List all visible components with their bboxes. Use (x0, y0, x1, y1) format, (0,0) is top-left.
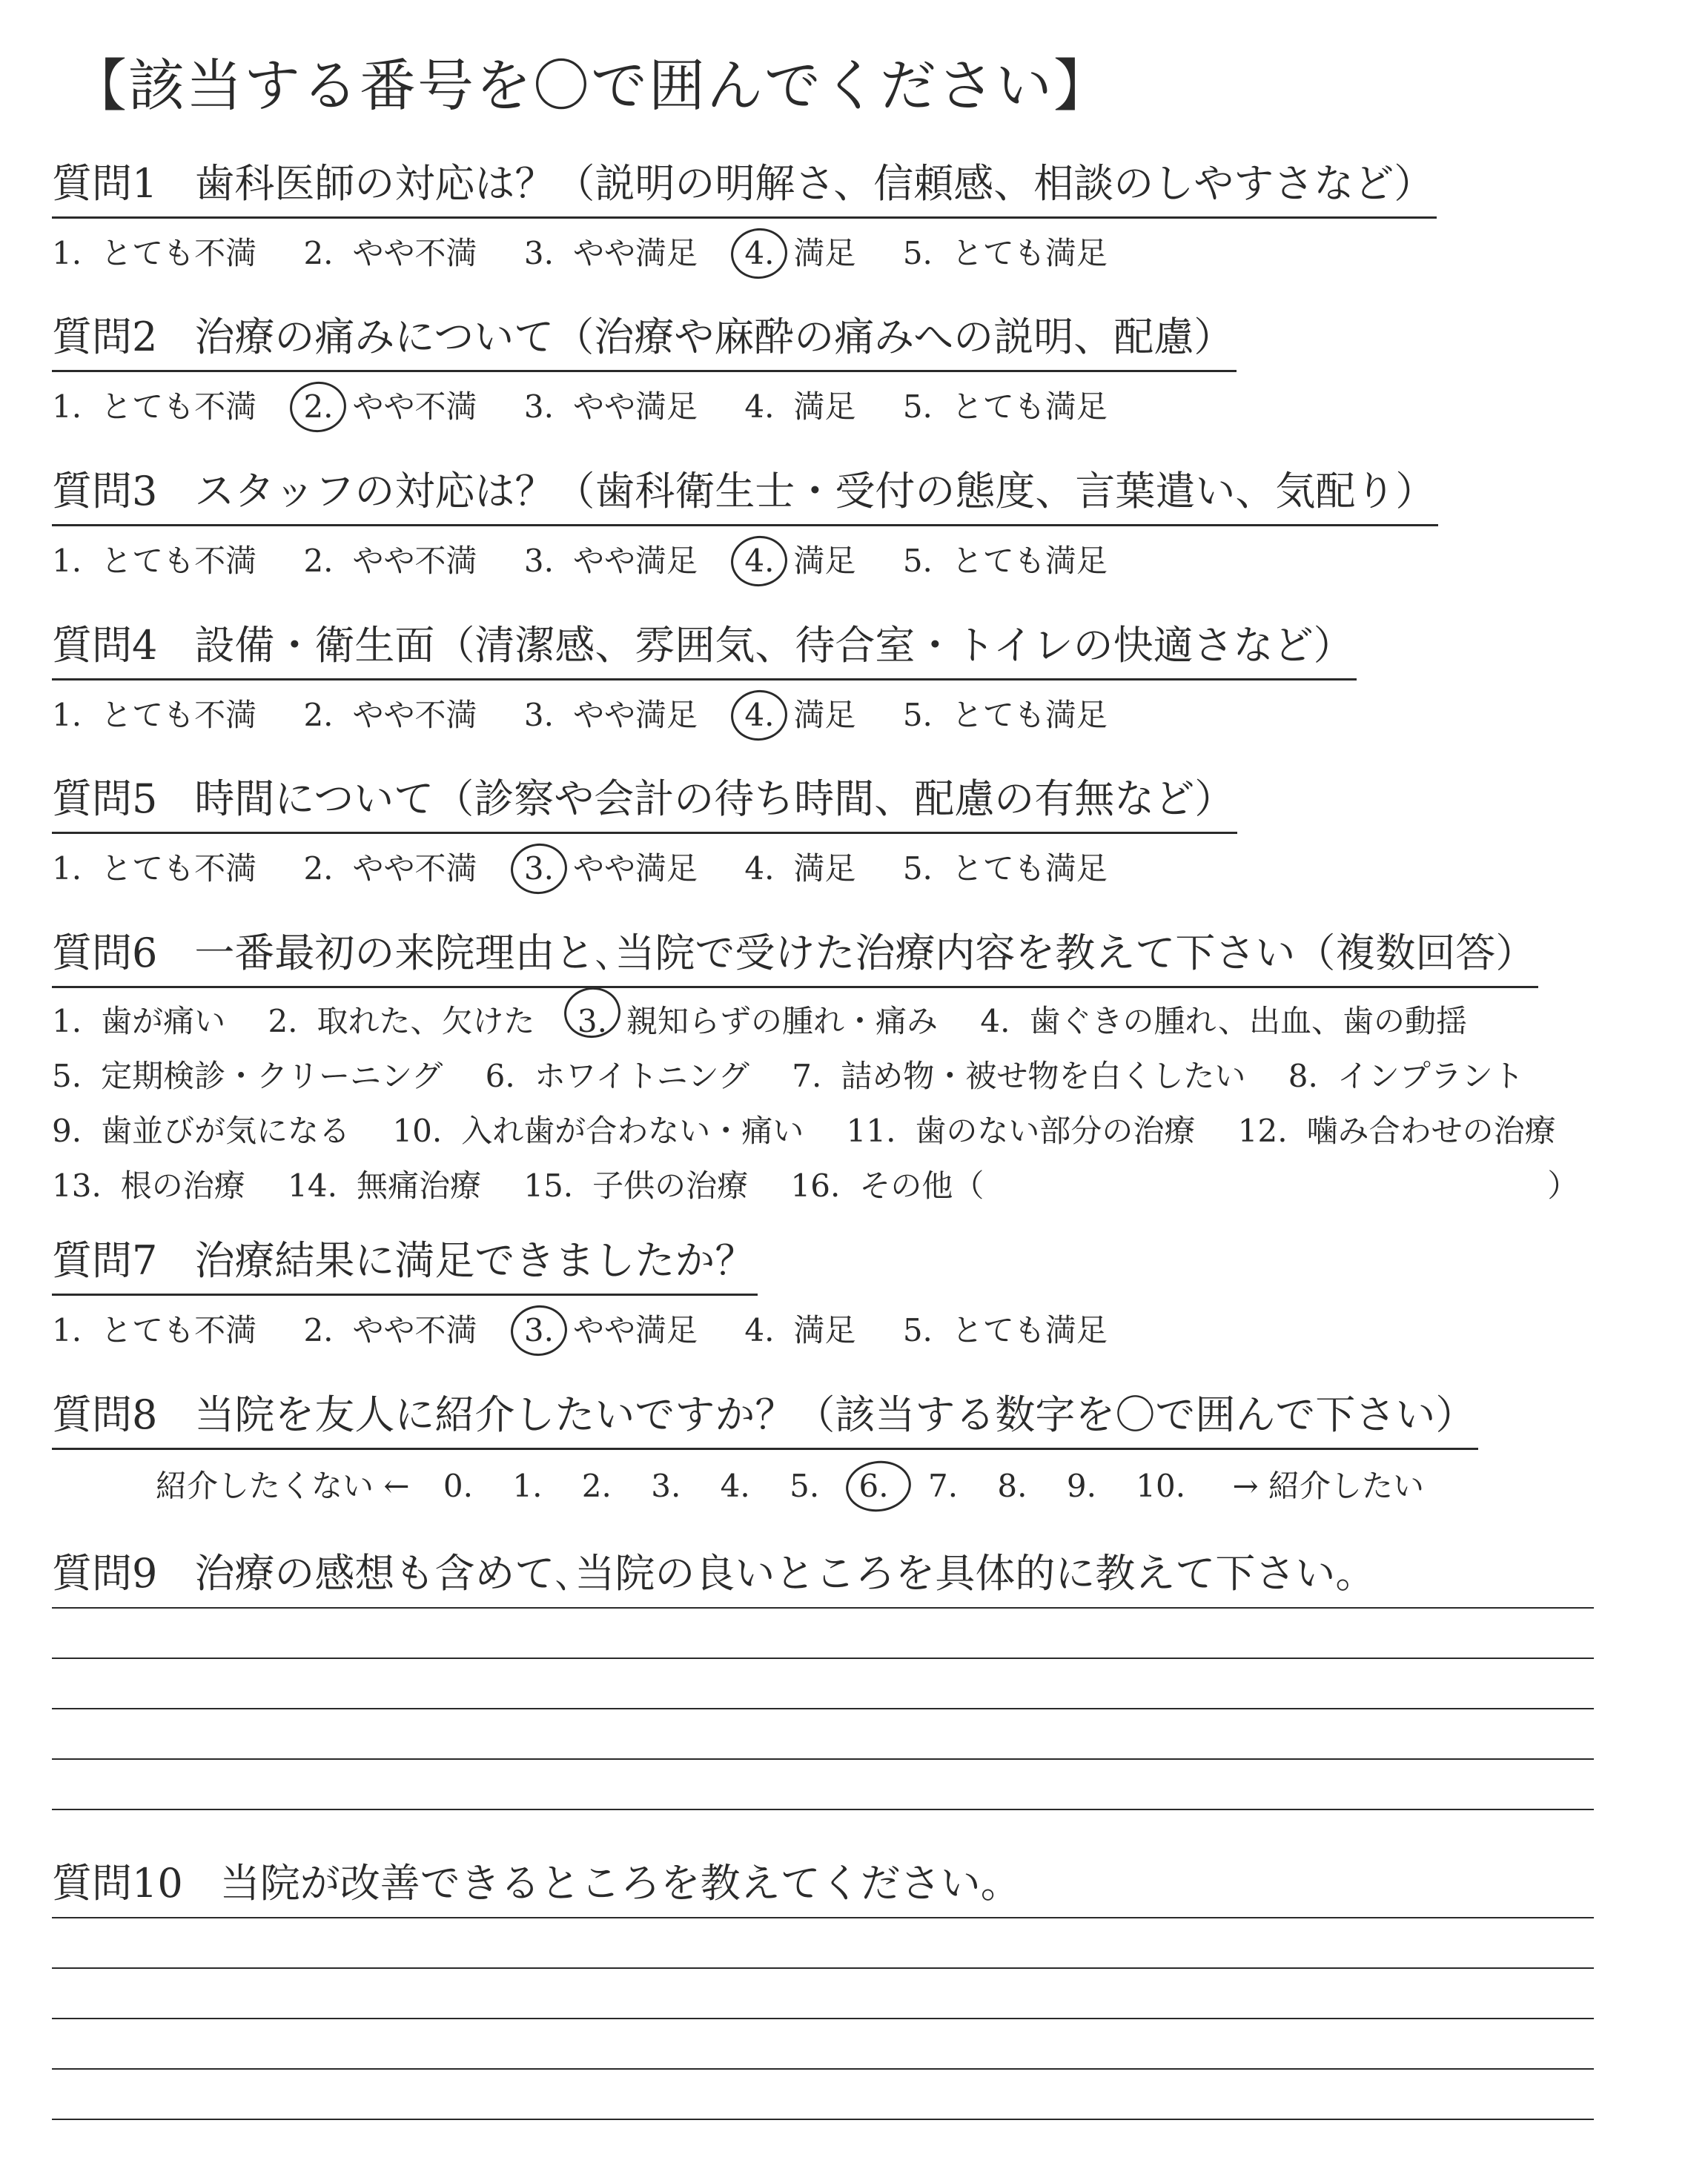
scale-right-label: → 紹介したい (1232, 1468, 1424, 1504)
scale-3[interactable]: 3. (651, 1468, 681, 1504)
question-label: 質問7 (52, 1237, 158, 1284)
option-4-selected[interactable]: 4. 満足 (744, 543, 856, 579)
question-label: 質問2 (52, 314, 158, 360)
answer-line (52, 2119, 1594, 2120)
option-1[interactable]: 1. とても不満 (52, 543, 257, 579)
question-1 (52, 152, 1437, 274)
option-5[interactable]: 5. とても満足 (902, 850, 1108, 887)
treatment-option-12[interactable]: 12. 噛み合わせの治療 (1237, 1113, 1556, 1149)
option-1[interactable]: 1. とても不満 (52, 850, 257, 887)
option-4[interactable]: 4. 満足 (744, 1312, 856, 1348)
question-3 (52, 460, 1438, 581)
option-3-selected[interactable]: 3. やや満足 (523, 850, 698, 887)
answer-line (52, 2018, 1594, 2019)
option-1[interactable]: 1. とても不満 (52, 388, 257, 425)
treatment-option-4[interactable]: 4. 歯ぐきの腫れ、出血、歯の動揺 (980, 1003, 1467, 1039)
treatment-option-10[interactable]: 10. 入れ歯が合わない・痛い (392, 1113, 804, 1149)
answer-line (52, 1607, 1594, 1609)
option-2[interactable]: 2. やや不満 (303, 697, 477, 733)
option-5[interactable]: 5. とても満足 (902, 388, 1108, 425)
option-1[interactable]: 1. とても不満 (52, 1312, 257, 1348)
question-10 (52, 1852, 1021, 1909)
rating-options (52, 229, 1437, 274)
option-2[interactable]: 2. やや不満 (303, 235, 477, 271)
option-4[interactable]: 4. 満足 (744, 388, 856, 425)
scale-left-label: 紹介したくない ← (156, 1468, 410, 1504)
question-label: 質問4 (52, 622, 158, 669)
rating-options (52, 691, 1357, 735)
question-8 (52, 1383, 1478, 1506)
option-1[interactable]: 1. とても不満 (52, 235, 257, 271)
instruction-heading: 【該当する番号を〇で囲んでください】 (70, 53, 1111, 119)
option-5[interactable]: 5. とても満足 (902, 235, 1108, 271)
option-3-selected[interactable]: 3. やや満足 (523, 1312, 698, 1348)
question-text: 当院が改善できるところを教えてください。 (219, 1860, 1021, 1907)
scale-4[interactable]: 4. (720, 1468, 750, 1504)
option-5[interactable]: 5. とても満足 (902, 697, 1108, 733)
scale-10[interactable]: 10. (1136, 1468, 1186, 1504)
rating-options (52, 844, 1237, 889)
scale-6-selected[interactable]: 6. (858, 1468, 889, 1504)
question-label: 質問3 (52, 468, 158, 514)
question-2 (52, 305, 1237, 427)
question-label: 質問9 (52, 1550, 158, 1597)
scale-8[interactable]: 8. (997, 1468, 1027, 1504)
treatment-option-9[interactable]: 9. 歯並びが気になる (52, 1113, 351, 1149)
question-7 (52, 1229, 1145, 1351)
question-label: 質問1 (52, 160, 158, 207)
option-1[interactable]: 1. とても不満 (52, 697, 257, 733)
answer-line (52, 2068, 1594, 2070)
treatment-option-14[interactable]: 14. 無痛治療 (288, 1168, 481, 1204)
question-4 (52, 614, 1357, 735)
rating-options (52, 383, 1237, 427)
treatment-option-16[interactable]: 16. その他（ ） (790, 1168, 1579, 1204)
treatment-option-8[interactable]: 8. インプラント (1288, 1058, 1524, 1094)
question-text: 当院を友人に紹介したいですか？（該当する数字を〇で囲んで下さい） (194, 1391, 1476, 1438)
option-3[interactable]: 3. やや満足 (523, 388, 698, 425)
recommend-scale (52, 1462, 1478, 1506)
rating-options (52, 1306, 1145, 1351)
option-4[interactable]: 4. 満足 (744, 850, 856, 887)
treatment-option-7[interactable]: 7. 詰め物・被せ物を白くしたい (792, 1058, 1246, 1094)
rating-options (52, 537, 1438, 581)
scale-1[interactable]: 1. (512, 1468, 543, 1504)
question-text: スタッフの対応は？（歯科衛生士・受付の態度、言葉遣い、気配り） (194, 468, 1436, 514)
scale-2[interactable]: 2. (581, 1468, 612, 1504)
q9-answer-lines[interactable] (52, 1607, 1594, 1859)
question-text: 一番最初の来院理由と､当院で受けた治療内容を教えて下さい（複数回答） (194, 930, 1536, 976)
question-text: 治療の痛みについて（治療や麻酔の痛みへの説明、配慮） (194, 314, 1234, 360)
option-4-selected[interactable]: 4. 満足 (744, 235, 856, 271)
option-3[interactable]: 3. やや満足 (523, 235, 698, 271)
option-2[interactable]: 2. やや不満 (303, 1312, 477, 1348)
question-label: 質問5 (52, 775, 158, 822)
question-text: 歯科医師の対応は？（説明の明解さ、信頼感、相談のしやすさなど） (194, 160, 1434, 207)
scale-9[interactable]: 9. (1066, 1468, 1096, 1504)
option-2-selected[interactable]: 2. やや不満 (303, 388, 477, 425)
question-text: 治療結果に満足できましたか？ (194, 1237, 755, 1284)
treatment-option-3-selected[interactable]: 3. 親知らずの腫れ・痛み (577, 994, 938, 1049)
answer-line (52, 1758, 1594, 1760)
scale-5[interactable]: 5. (790, 1468, 820, 1504)
treatment-option-1[interactable]: 1. 歯が痛い (52, 1003, 226, 1039)
option-5[interactable]: 5. とても満足 (902, 1312, 1108, 1348)
q10-answer-lines[interactable] (52, 1917, 1594, 2169)
question-label: 質問8 (52, 1391, 158, 1438)
question-label: 質問10 (52, 1860, 183, 1907)
option-3[interactable]: 3. やや満足 (523, 697, 698, 733)
answer-line (52, 1917, 1594, 1918)
answer-line (52, 1809, 1594, 1810)
question-text: 治療の感想も含めて､当院の良いところを具体的に教えて下さい。 (194, 1550, 1376, 1597)
treatment-option-11[interactable]: 11. 歯のない部分の治療 (846, 1113, 1196, 1149)
option-2[interactable]: 2. やや不満 (303, 850, 477, 887)
question-text: 時間について（診察や会計の待ち時間、配慮の有無など） (194, 775, 1235, 822)
option-5[interactable]: 5. とても満足 (902, 543, 1108, 579)
treatment-option-6[interactable]: 6. ホワイトニング (485, 1058, 749, 1094)
option-4-selected[interactable]: 4. 満足 (744, 697, 856, 733)
option-2[interactable]: 2. やや不満 (303, 543, 477, 579)
answer-line (52, 1658, 1594, 1659)
treatment-options (52, 994, 1611, 1213)
question-9 (52, 1542, 1375, 1599)
question-5 (52, 767, 1237, 889)
treatment-option-15[interactable]: 15. 子供の治療 (523, 1168, 749, 1204)
question-label: 質問6 (52, 930, 158, 976)
question-text: 設備・衛生面（清潔感、雰囲気、待合室・トイレの快適さなど） (194, 622, 1354, 669)
treatment-option-2[interactable]: 2. 取れた、欠けた (268, 1003, 535, 1039)
question-6 (52, 921, 1611, 1213)
option-3[interactable]: 3. やや満足 (523, 543, 698, 579)
treatment-option-5[interactable]: 5. 定期検診・クリーニング (52, 1058, 443, 1094)
answer-line (52, 1708, 1594, 1709)
treatment-option-13[interactable]: 13. 根の治療 (52, 1168, 245, 1204)
scale-7[interactable]: 7. (927, 1468, 959, 1504)
scale-0[interactable]: 0. (443, 1468, 473, 1504)
answer-line (52, 1967, 1594, 1969)
